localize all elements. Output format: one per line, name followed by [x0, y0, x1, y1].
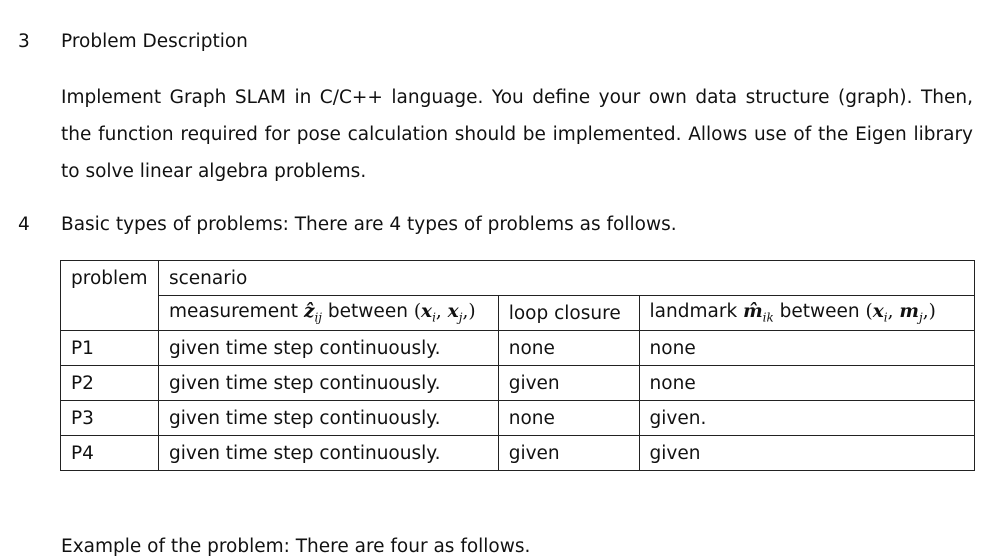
- cell-problem: P4: [61, 436, 159, 471]
- example-intro-text: Example of the problem: There are four as follows.: [61, 536, 531, 557]
- cell-problem: P2: [61, 366, 159, 401]
- cell-landmark: given: [639, 436, 974, 471]
- cell-loop: given: [498, 366, 639, 401]
- m-hat-symbol: m̂: [743, 301, 763, 323]
- header-measurement: measurement ẑ$_{ij}$ between ($x_i$, $x_j$,): [158, 296, 498, 331]
- table-subheader-row: [61, 296, 975, 331]
- section-3-title: Problem Description: [61, 31, 248, 52]
- cell-measurement: given time step continuously.: [158, 366, 498, 401]
- cell-landmark: none: [639, 331, 974, 366]
- cell-problem: P3: [61, 401, 159, 436]
- header-loop-closure: loop closure: [498, 296, 639, 331]
- cell-landmark: given.: [639, 401, 974, 436]
- problem-types-table: [60, 260, 975, 471]
- cell-problem: P1: [61, 331, 159, 366]
- cell-loop: none: [498, 331, 639, 366]
- header-scenario: scenario: [158, 261, 974, 296]
- cell-measurement: given time step continuously.: [158, 436, 498, 471]
- table-row: [61, 366, 975, 401]
- section-3-number: 3: [18, 31, 30, 52]
- table-row: [61, 436, 975, 471]
- table-row: [61, 401, 975, 436]
- header-landmark: landmark $m̂_{ik}$ between ($x_i$, $m_j$,): [639, 296, 974, 331]
- z-hat-symbol: ẑ: [303, 301, 315, 323]
- section-4-number: 4: [18, 214, 30, 235]
- table-header-row: [61, 261, 975, 296]
- section-3-paragraph: Implement Graph SLAM in C/C++ language. You define your own data structure (graph). Then, the function required for pose calculation should be implemented. Allows use of the Eigen library to solve linear algebra problems.: [61, 87, 973, 182]
- cell-landmark: none: [639, 366, 974, 401]
- header-problem: problem: [61, 261, 159, 331]
- cell-measurement: given time step continuously.: [158, 331, 498, 366]
- cell-loop: given: [498, 436, 639, 471]
- cell-loop: none: [498, 401, 639, 436]
- table-row: [61, 331, 975, 366]
- section-4-title: Basic types of problems: There are 4 types of problems as follows.: [61, 214, 677, 235]
- cell-measurement: given time step continuously.: [158, 401, 498, 436]
